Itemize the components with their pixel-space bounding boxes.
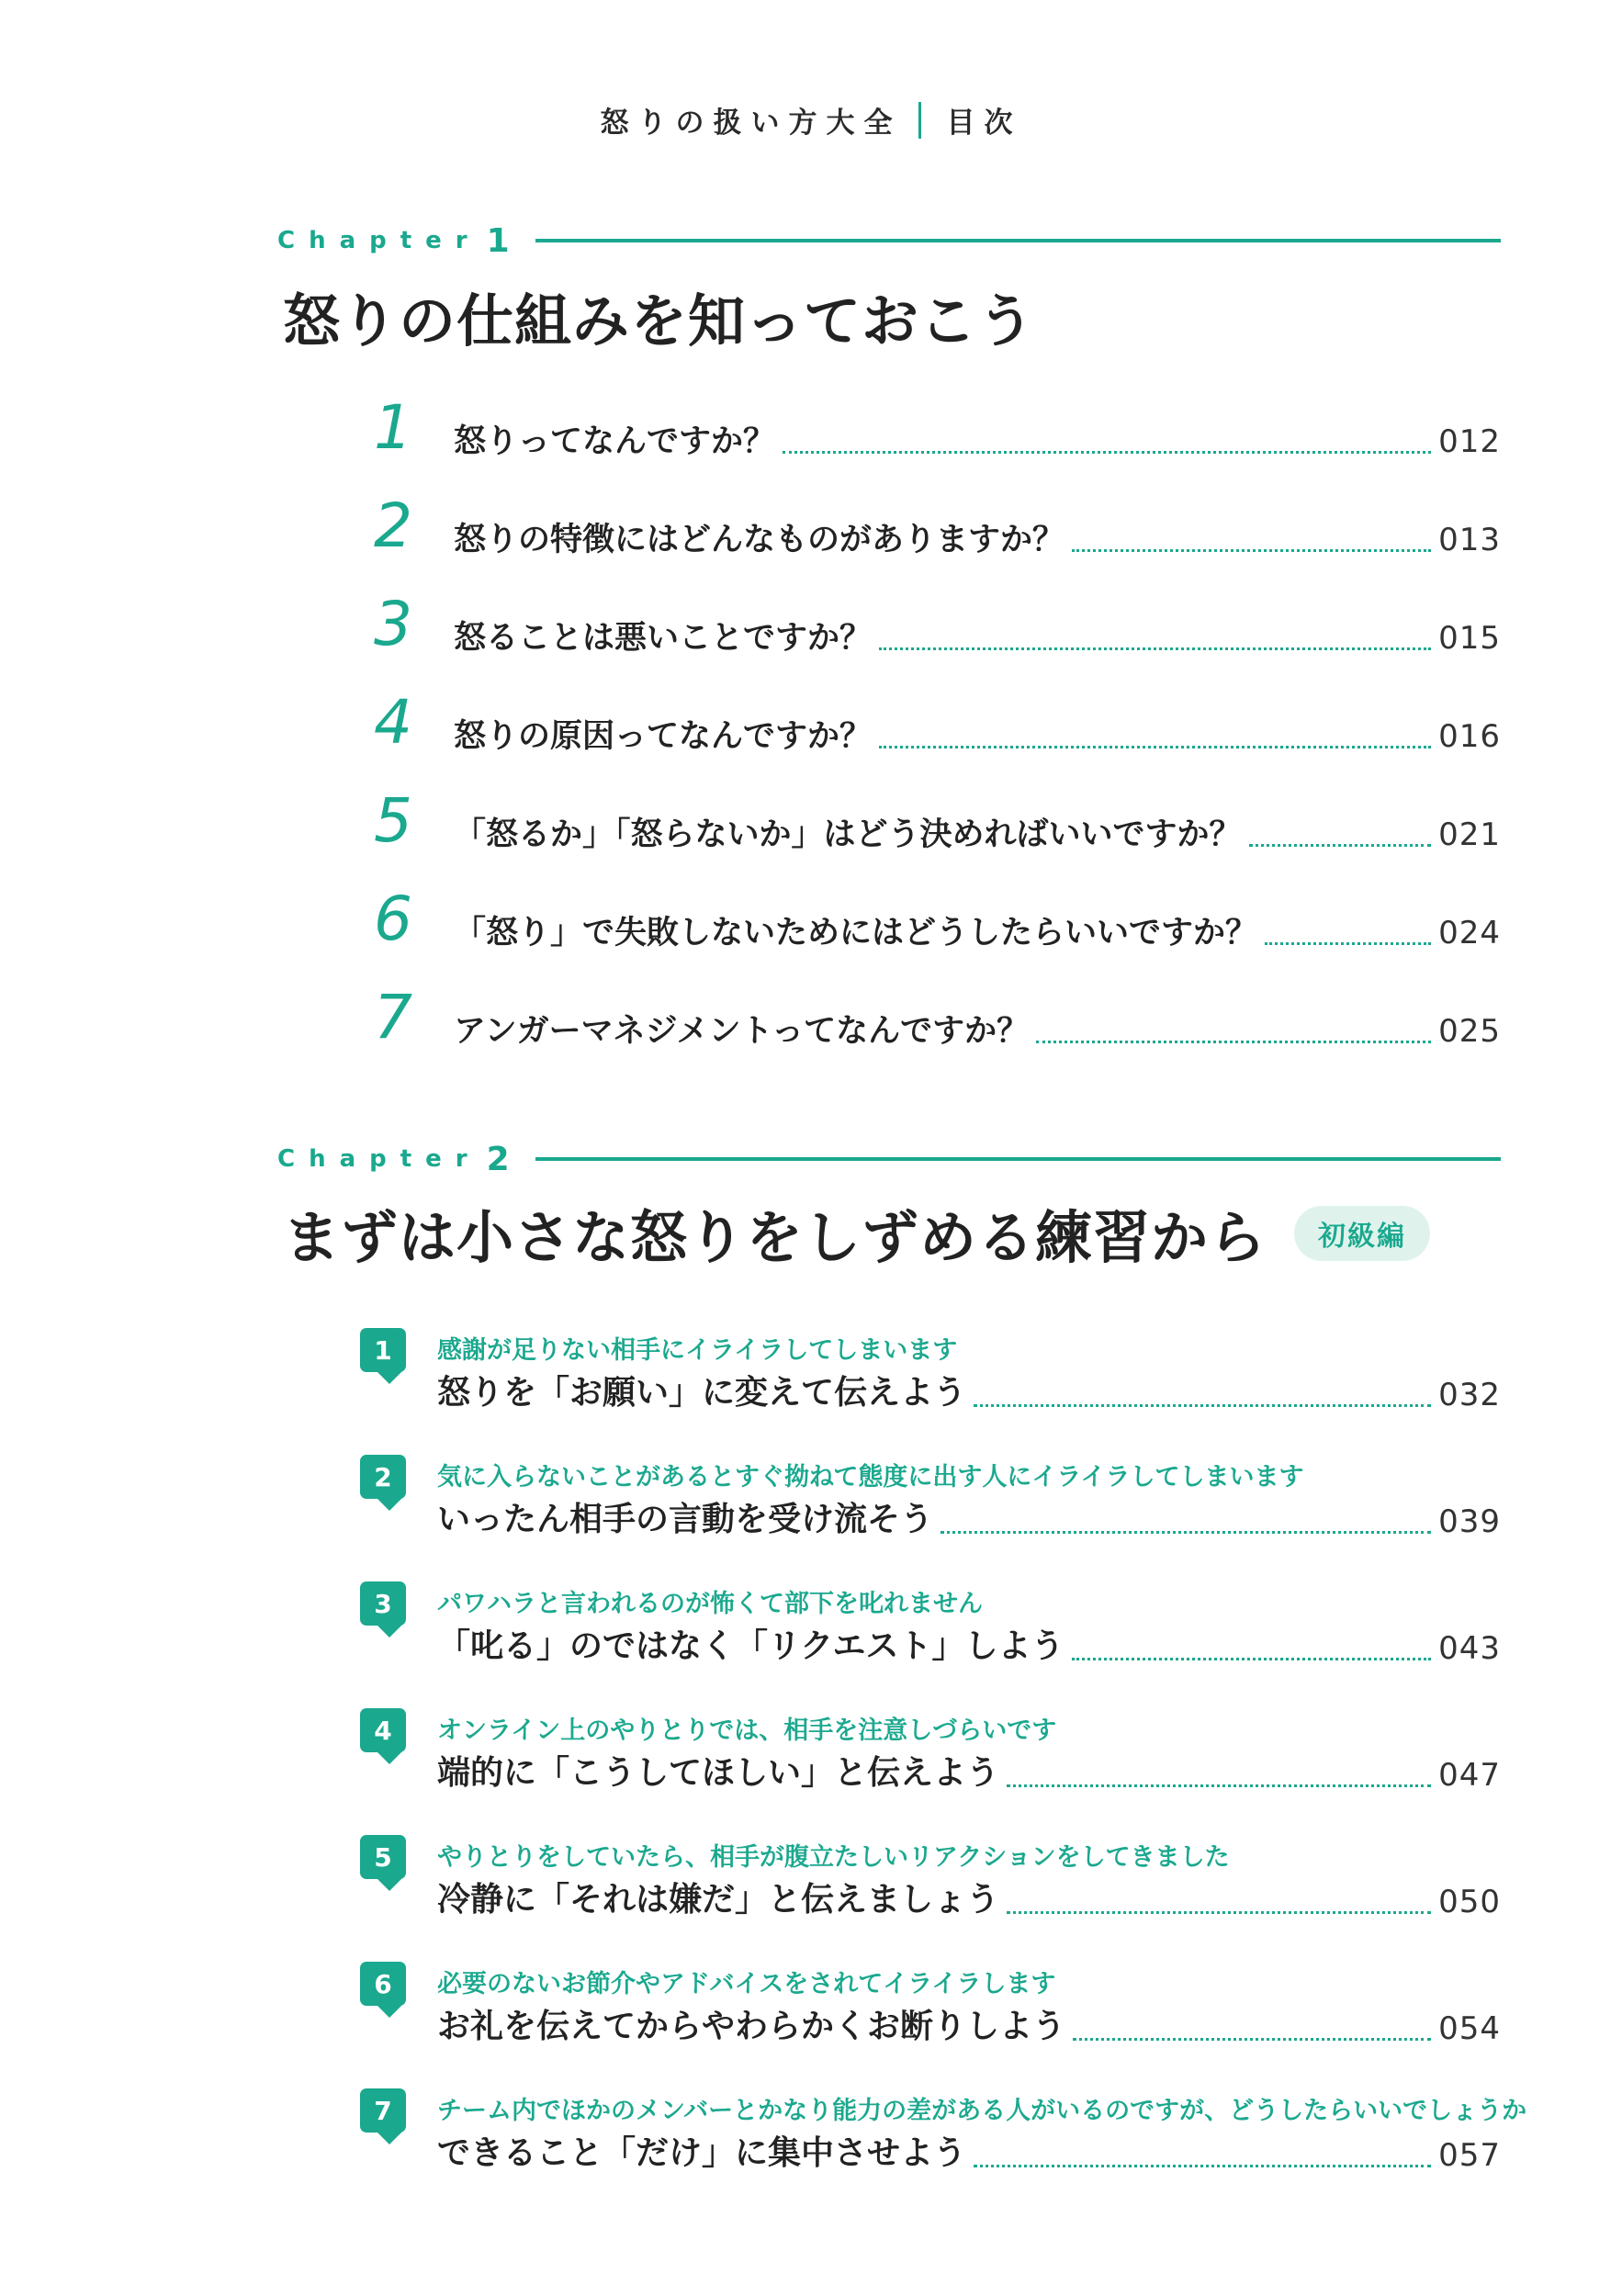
page-number: 032: [1438, 1377, 1501, 1413]
entry-title: お礼を伝えてからやわらかくお断りしよう: [437, 2008, 1066, 2045]
entry-number: 2: [374, 490, 412, 561]
toc-entry[interactable]: [349, 386, 1501, 465]
entry-line: [437, 2000, 1501, 2052]
dot-leader: [783, 451, 1431, 454]
page-number: 043: [1438, 1630, 1501, 1667]
dot-leader: [1072, 1658, 1432, 1660]
dot-leader: [1007, 1911, 1431, 1914]
entry-title: できること「だけ」に集中させよう: [437, 2134, 967, 2172]
page-number: 012: [1438, 423, 1501, 460]
toc-entry-qa[interactable]: [360, 1328, 1501, 1438]
dot-leader: [879, 746, 1431, 748]
chapter-rule: [535, 239, 1501, 242]
entry-title: 冷静に「それは嫌だ」と伝えましょう: [437, 1881, 1000, 1919]
toc-entry[interactable]: [349, 681, 1501, 760]
entry-title: 「怒り」で失敗しないためにはどうしたらいいですか？: [454, 915, 1258, 951]
entry-line: [437, 1367, 1501, 1418]
entry-title: 怒りの特徴にはどんなものがありますか？: [454, 522, 1065, 558]
entry-question: パワハラと言われるのが怖くて部下を叱れません: [437, 1590, 983, 1618]
dot-leader: [974, 2165, 1431, 2167]
entry-question: チーム内でほかのメンバーとかなり能力の差がある人がいるのですが、どうしたらいいでしょうか: [437, 2097, 1527, 2125]
header-separator: [918, 102, 921, 139]
entry-number: 6: [374, 884, 412, 954]
chapter-label: Chapter: [277, 227, 481, 254]
entry-question: 気に入らないことがあるとすぐ拗ねて態度に出す人にイライラしてしまいます: [437, 1463, 1304, 1491]
speech-bubble-number: 2: [360, 1455, 406, 1499]
entry-title: 怒りってなんですか？: [454, 423, 776, 460]
entry-number: 4: [374, 687, 412, 758]
chapter-1-title: [283, 276, 1035, 357]
entry-line: [437, 2127, 1501, 2178]
entry-number: 1: [374, 392, 412, 463]
chapter-rule: [535, 1157, 1501, 1161]
section-title: 目次: [946, 107, 1022, 140]
page-number: 024: [1438, 915, 1501, 951]
speech-bubble-number: 4: [360, 1708, 406, 1752]
dot-leader: [1072, 549, 1431, 552]
entry-title: 怒りの原因ってなんですか？: [454, 718, 873, 755]
entry-line: [437, 1874, 1501, 1925]
toc-entry[interactable]: [349, 975, 1501, 1054]
dot-leader: [879, 647, 1431, 650]
entry-number: 5: [374, 785, 412, 856]
page-number: 050: [1438, 1884, 1501, 1920]
page-number: 013: [1438, 522, 1501, 558]
speech-bubble-number: 5: [360, 1835, 406, 1879]
dot-leader: [1265, 942, 1431, 945]
entry-number: 7: [374, 982, 412, 1052]
level-badge: 初級編: [1294, 1206, 1430, 1261]
toc-entry-qa[interactable]: [360, 1962, 1501, 2072]
chapter-2-title: [283, 1192, 1430, 1274]
dot-leader: [1036, 1041, 1431, 1043]
entry-line: [437, 1747, 1501, 1798]
entry-line: [437, 1493, 1501, 1545]
toc-entry-qa[interactable]: [360, 1708, 1501, 1818]
chapter-title-text: まずは小さな怒りをしずめる練習から: [283, 1204, 1267, 1271]
entry-line: [437, 1620, 1501, 1671]
toc-entry-qa[interactable]: [360, 1835, 1501, 1945]
running-header: [0, 99, 1622, 141]
toc-entry[interactable]: [349, 779, 1501, 858]
toc-entry-qa[interactable]: [360, 1581, 1501, 1692]
entry-title: 怒りを「お願い」に変えて伝えよう: [437, 1374, 967, 1412]
entry-question: 感謝が足りない相手にイライラしてしまいます: [437, 1336, 958, 1365]
dot-leader: [974, 1404, 1431, 1407]
toc-entry[interactable]: [349, 484, 1501, 563]
entry-question: やりとりをしていたら、相手が腹立たしいリアクションをしてきました: [437, 1843, 1230, 1872]
page-number: 016: [1438, 718, 1501, 755]
entry-number: 3: [374, 589, 412, 659]
entry-question: 必要のないお節介やアドバイスをされてイライラします: [437, 1970, 1056, 1998]
toc-entry[interactable]: [349, 877, 1501, 956]
page-number: 025: [1438, 1013, 1501, 1050]
speech-bubble-number: 6: [360, 1962, 406, 2006]
page-number: 021: [1438, 816, 1501, 853]
toc-entry-qa[interactable]: [360, 2088, 1527, 2199]
entry-title: 「怒るか」「怒らないか」はどう決めればいいですか？: [454, 816, 1242, 853]
page-number: 015: [1438, 620, 1501, 657]
chapter-label: Chapter: [277, 1145, 481, 1173]
page-number: 054: [1438, 2010, 1501, 2047]
entry-title: 怒ることは悪いことですか？: [454, 620, 873, 657]
page-number: 039: [1438, 1503, 1501, 1540]
chapter-2-heading: [277, 1136, 1501, 1182]
dot-leader: [941, 1531, 1431, 1534]
dot-leader: [1007, 1784, 1431, 1787]
chapter-number: 1: [486, 221, 510, 260]
toc-entry-qa[interactable]: [360, 1455, 1501, 1565]
entry-question: オンライン上のやりとりでは、相手を注意しづらいです: [437, 1716, 1057, 1745]
dot-leader: [1249, 844, 1432, 847]
entry-title: 端的に「こうしてほしい」と伝えよう: [437, 1754, 1000, 1792]
entry-title: アンガーマネジメントってなんですか？: [454, 1013, 1030, 1050]
speech-bubble-number: 7: [360, 2088, 406, 2133]
dot-leader: [1073, 2038, 1431, 2041]
toc-entry[interactable]: [349, 582, 1501, 661]
speech-bubble-number: 1: [360, 1328, 406, 1372]
book-title: 怒りの扱い方大全: [600, 107, 902, 140]
speech-bubble-number: 3: [360, 1581, 406, 1626]
chapter-1-heading: [277, 218, 1501, 264]
entry-title: 「叱る」のではなく「リクエスト」しよう: [437, 1627, 1064, 1665]
page-number: 057: [1438, 2137, 1501, 2174]
chapter-number: 2: [486, 1140, 510, 1178]
entry-title: いったん相手の言動を受け流そう: [437, 1501, 934, 1538]
page-number: 047: [1438, 1757, 1501, 1794]
chapter-title-text: 怒りの仕組みを知っておこう: [283, 287, 1036, 355]
